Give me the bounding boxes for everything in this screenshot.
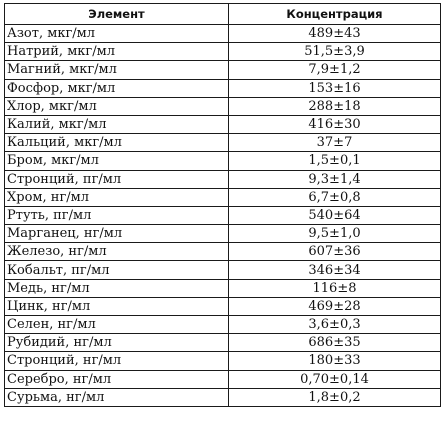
table-row bbox=[5, 152, 441, 170]
table-row bbox=[5, 43, 441, 61]
table-row bbox=[5, 316, 441, 334]
concentration-cell: 9,3±1,4 bbox=[229, 170, 441, 188]
element-cell: Сурьма, нг/мл bbox=[5, 388, 229, 406]
element-cell: Железо, нг/мл bbox=[5, 243, 229, 261]
concentration-cell: 180±33 bbox=[229, 352, 441, 370]
table-header-row bbox=[5, 4, 441, 25]
element-cell: Стронций, пг/мл bbox=[5, 170, 229, 188]
concentration-cell: 346±34 bbox=[229, 261, 441, 279]
concentration-cell: 51,5±3,9 bbox=[229, 43, 441, 61]
table-row bbox=[5, 206, 441, 224]
table-row bbox=[5, 115, 441, 133]
table-row bbox=[5, 61, 441, 79]
element-cell: Натрий, мкг/мл bbox=[5, 43, 229, 61]
element-cell: Бром, мкг/мл bbox=[5, 152, 229, 170]
element-cell: Ртуть, пг/мл bbox=[5, 206, 229, 224]
element-cell: Цинк, нг/мл bbox=[5, 297, 229, 315]
table-row bbox=[5, 79, 441, 97]
table-row bbox=[5, 370, 441, 388]
concentration-cell: 469±28 bbox=[229, 297, 441, 315]
table-row bbox=[5, 297, 441, 315]
element-cell: Фосфор, мкг/мл bbox=[5, 79, 229, 97]
concentration-cell: 6,7±0,8 bbox=[229, 188, 441, 206]
concentration-cell: 116±8 bbox=[229, 279, 441, 297]
element-cell: Хлор, мкг/мл bbox=[5, 97, 229, 115]
element-cell: Калий, мкг/мл bbox=[5, 115, 229, 133]
table-row bbox=[5, 334, 441, 352]
table-row bbox=[5, 261, 441, 279]
element-cell: Рубидий, нг/мл bbox=[5, 334, 229, 352]
concentration-cell: 489±43 bbox=[229, 25, 441, 43]
concentration-cell: 1,8±0,2 bbox=[229, 388, 441, 406]
element-cell: Стронций, нг/мл bbox=[5, 352, 229, 370]
element-cell: Марганец, нг/мл bbox=[5, 225, 229, 243]
element-cell: Магний, мкг/мл bbox=[5, 61, 229, 79]
table-row bbox=[5, 134, 441, 152]
table-row bbox=[5, 388, 441, 406]
concentration-cell: 3,6±0,3 bbox=[229, 316, 441, 334]
concentration-cell: 37±7 bbox=[229, 134, 441, 152]
table-row bbox=[5, 97, 441, 115]
concentration-cell: 607±36 bbox=[229, 243, 441, 261]
concentration-cell: 540±64 bbox=[229, 206, 441, 224]
concentration-table-container bbox=[4, 3, 440, 407]
element-cell: Селен, нг/мл bbox=[5, 316, 229, 334]
element-cell: Хром, нг/мл bbox=[5, 188, 229, 206]
element-cell: Азот, мкг/мл bbox=[5, 25, 229, 43]
concentration-cell: 416±30 bbox=[229, 115, 441, 133]
concentration-cell: 153±16 bbox=[229, 79, 441, 97]
concentration-cell: 9,5±1,0 bbox=[229, 225, 441, 243]
concentration-cell: 1,5±0,1 bbox=[229, 152, 441, 170]
table-body bbox=[5, 25, 441, 407]
element-cell: Кобальт, пг/мл bbox=[5, 261, 229, 279]
concentration-cell: 686±35 bbox=[229, 334, 441, 352]
table-row bbox=[5, 352, 441, 370]
header-element: Элемент bbox=[5, 4, 229, 25]
concentration-cell: 7,9±1,2 bbox=[229, 61, 441, 79]
table-row bbox=[5, 279, 441, 297]
table-row bbox=[5, 170, 441, 188]
element-cell: Серебро, нг/мл bbox=[5, 370, 229, 388]
element-cell: Медь, нг/мл bbox=[5, 279, 229, 297]
table-row bbox=[5, 243, 441, 261]
table-row bbox=[5, 188, 441, 206]
concentration-table bbox=[4, 3, 441, 407]
table-row bbox=[5, 225, 441, 243]
header-concentration: Концентрация bbox=[229, 4, 441, 25]
concentration-cell: 288±18 bbox=[229, 97, 441, 115]
element-cell: Кальций, мкг/мл bbox=[5, 134, 229, 152]
concentration-cell: 0,70±0,14 bbox=[229, 370, 441, 388]
table-row bbox=[5, 25, 441, 43]
